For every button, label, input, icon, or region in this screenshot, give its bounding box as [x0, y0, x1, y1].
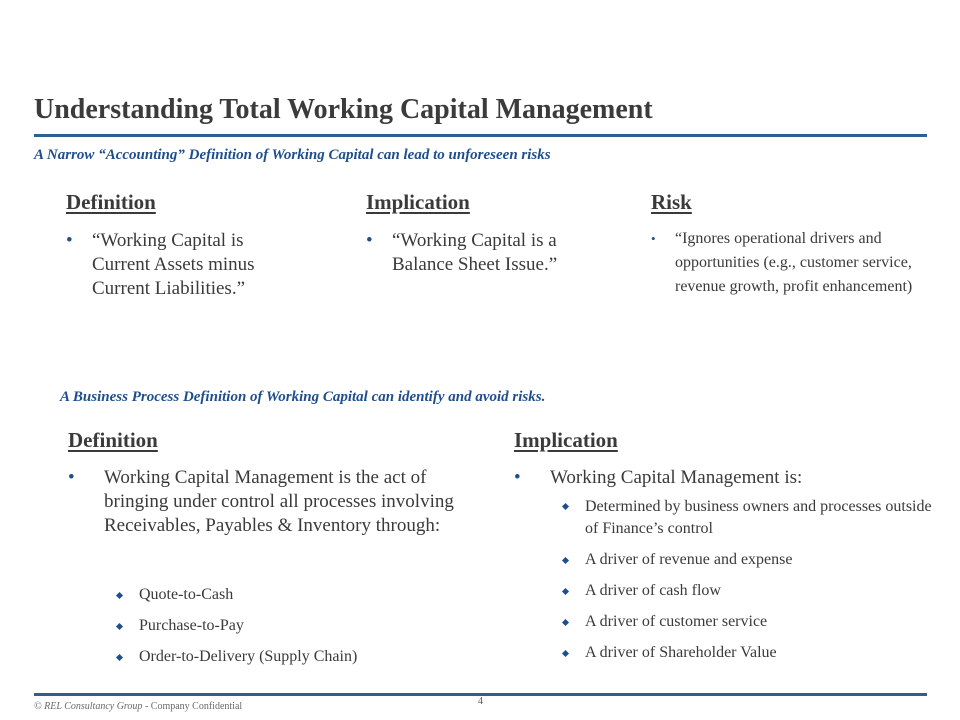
- top-definition-text: “Working Capital is Current Assets minus Current Liabilities.”: [92, 230, 255, 299]
- bottom-implication-heading: Implication: [514, 428, 618, 452]
- bottom-definition-text: Working Capital Management is the act of bringing under control all processes involving Receivables, Payables & Inventory through:: [104, 467, 454, 536]
- bullet-marker: •: [68, 467, 75, 488]
- title-divider: [34, 134, 927, 137]
- sub-list-item-text: Determined by business owners and processes outside of Finance’s control: [585, 498, 932, 537]
- bottom-implication-bullet: [514, 466, 914, 490]
- sub-list-item: [563, 580, 933, 602]
- bullet-marker: •: [366, 230, 373, 251]
- sub-list-item: [563, 642, 933, 664]
- sub-list-item: [563, 549, 933, 571]
- bullet-marker: •: [66, 230, 73, 251]
- bottom-definition-bullet: [68, 466, 463, 538]
- sub-list-item-text: Purchase-to-Pay: [139, 617, 244, 634]
- diamond-bullet-icon: [116, 591, 123, 598]
- bottom-definition-sublist: [117, 584, 357, 668]
- page-number: 4: [478, 696, 483, 707]
- sub-list-item: [563, 496, 933, 540]
- top-implication-text: “Working Capital is a Balance Sheet Issue.”: [392, 230, 558, 275]
- footer-brand: © REL Consultancy Group: [34, 701, 143, 712]
- diamond-bullet-icon: [116, 653, 123, 660]
- narrow-definition-subtitle: A Narrow “Accounting” Definition of Working Capital can lead to unforeseen risks: [34, 147, 551, 163]
- top-risk-text: “Ignores operational drivers and opportunities (e.g., customer service, revenue growth, profit enhancement): [675, 230, 913, 295]
- top-risk-heading: Risk: [651, 190, 692, 214]
- bullet-marker: •: [514, 467, 521, 488]
- top-definition-heading: Definition: [66, 190, 156, 214]
- sub-list-item-text: A driver of revenue and expense: [585, 551, 793, 568]
- bottom-implication-sublist: [563, 496, 933, 664]
- sub-list-item-text: A driver of cash flow: [585, 582, 721, 599]
- top-implication-bullet: [366, 229, 592, 277]
- sub-list-item-text: Quote-to-Cash: [139, 586, 234, 603]
- sub-list-item: [563, 611, 933, 633]
- diamond-bullet-icon: [562, 587, 569, 594]
- bottom-implication-text: Working Capital Management is:: [550, 467, 803, 488]
- sub-list-item-text: A driver of Shareholder Value: [585, 644, 777, 661]
- footer-text: [34, 701, 242, 712]
- diamond-bullet-icon: [562, 618, 569, 625]
- top-risk-bullet: [651, 227, 936, 299]
- sub-list-item: [117, 615, 357, 637]
- sub-list-item: [117, 646, 357, 668]
- top-implication-heading: Implication: [366, 190, 470, 214]
- business-definition-subtitle: A Business Process Definition of Working Capital can identify and avoid risks.: [60, 389, 546, 405]
- bottom-definition-heading: Definition: [68, 428, 158, 452]
- diamond-bullet-icon: [116, 622, 123, 629]
- sub-list-item: [117, 584, 357, 606]
- footer-separator: -: [142, 701, 151, 712]
- top-definition-bullet: [66, 229, 306, 301]
- sub-list-item-text: A driver of customer service: [585, 613, 768, 630]
- diamond-bullet-icon: [562, 649, 569, 656]
- diamond-bullet-icon: [562, 556, 569, 563]
- page-title: Understanding Total Working Capital Management: [34, 94, 653, 125]
- footer-confidential: Company Confidential: [150, 701, 243, 712]
- sub-list-item-text: Order-to-Delivery (Supply Chain): [139, 648, 358, 665]
- diamond-bullet-icon: [562, 503, 569, 510]
- bullet-marker: •: [651, 231, 656, 246]
